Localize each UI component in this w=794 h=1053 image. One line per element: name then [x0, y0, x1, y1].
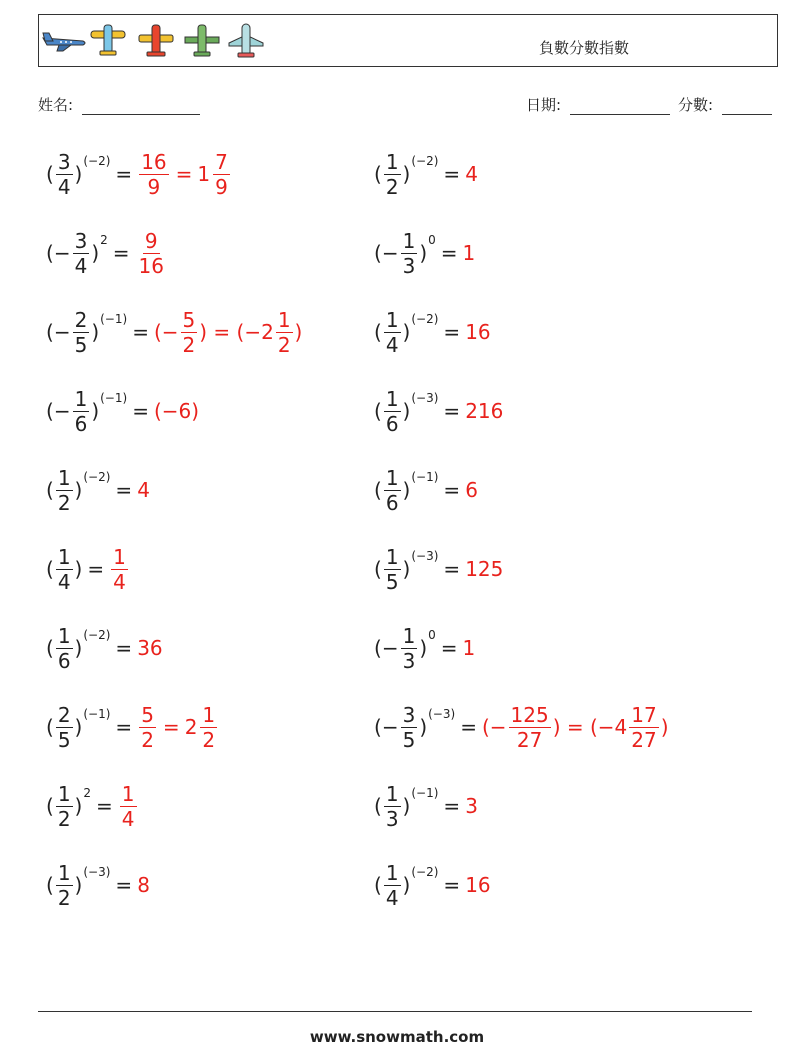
base-fraction [56, 544, 73, 594]
answer [109, 544, 130, 594]
equals-sign: = [115, 636, 133, 660]
denominator: 2 [57, 490, 71, 515]
numerator: 1 [57, 544, 71, 569]
open-paren: ( [46, 794, 54, 818]
equals-sign: = [443, 162, 461, 186]
name-label: 姓名: [38, 96, 74, 114]
open-paren: ( [374, 241, 382, 265]
open-paren: ( [374, 636, 382, 660]
jet-plane-icon [43, 33, 85, 51]
answer-text: ) [294, 320, 303, 344]
open-paren: ( [46, 873, 54, 897]
open-paren: ( [46, 241, 54, 265]
base-fraction [56, 623, 73, 673]
numerator: 1 [57, 623, 71, 648]
exponent: (−1) [411, 786, 439, 800]
denominator: 5 [385, 569, 399, 594]
numerator: 1 [385, 781, 399, 806]
answer-text: 1 [462, 636, 476, 660]
close-paren: ) [74, 636, 83, 660]
close-paren: ) [74, 478, 83, 502]
exponent: (−2) [411, 865, 439, 879]
denominator: 3 [402, 253, 416, 278]
equals-sign: = [440, 636, 458, 660]
denominator: 2 [182, 332, 196, 357]
numerator: 1 [277, 307, 291, 332]
minus-sign: − [53, 399, 71, 423]
numerator: 1 [385, 307, 399, 332]
problem-1 [46, 144, 232, 204]
exponent: (−3) [428, 707, 456, 721]
exponent: (−3) [411, 549, 439, 563]
numerator: 1 [57, 465, 71, 490]
open-paren: ( [374, 162, 382, 186]
problem-15 [46, 697, 219, 757]
answer-text: 36 [137, 636, 163, 660]
answer [153, 307, 303, 357]
answer-fraction [139, 149, 168, 199]
problem-10 [374, 460, 478, 520]
denominator: 2 [57, 806, 71, 831]
open-paren: ( [46, 715, 54, 739]
denominator: 4 [113, 569, 126, 594]
answer [137, 702, 219, 752]
equals-sign: = [115, 478, 133, 502]
numerator: 1 [121, 781, 135, 806]
base-fraction [384, 149, 401, 199]
base-fraction [56, 781, 73, 831]
close-paren: ) [402, 478, 411, 502]
answer-text: (− [481, 715, 507, 739]
base-fraction [401, 623, 418, 673]
problem-8 [374, 381, 503, 441]
answer-fraction [181, 307, 198, 357]
problem-9 [46, 460, 150, 520]
close-paren: ) [74, 794, 83, 818]
answer [465, 162, 478, 186]
orange-plane-icon [139, 25, 173, 56]
answer-text: (−6) [153, 399, 200, 423]
mixed-fraction [200, 702, 217, 752]
answer [465, 873, 490, 897]
date-field[interactable] [526, 94, 670, 115]
name-field[interactable] [38, 94, 200, 115]
minus-sign: − [381, 241, 399, 265]
answer-text: 8 [137, 873, 150, 897]
base-fraction [73, 386, 90, 436]
mixed-whole: 2 [184, 715, 198, 739]
base-fraction [56, 149, 73, 199]
answer-text: 216 [465, 399, 504, 423]
open-paren: ( [46, 320, 54, 344]
denominator: 4 [57, 174, 71, 199]
close-paren: ) [91, 320, 100, 344]
equals-sign: = [440, 241, 458, 265]
denominator: 2 [141, 727, 154, 752]
close-paren: ) [402, 557, 411, 581]
answer [465, 794, 478, 818]
problem-5 [46, 302, 302, 362]
answer [118, 781, 139, 831]
numerator: 7 [215, 149, 228, 174]
answer [137, 636, 162, 660]
base-fraction [56, 702, 73, 752]
minus-sign: − [381, 715, 399, 739]
footer-url: www.snowmath.com [309, 1028, 485, 1046]
open-paren: ( [374, 557, 382, 581]
problem-13 [46, 618, 163, 678]
mixed-whole: 1 [197, 162, 211, 186]
equals-sign: = [96, 794, 113, 818]
denominator: 4 [385, 885, 399, 910]
equals-sign: = [443, 320, 461, 344]
problem-12 [374, 539, 503, 599]
denominator: 27 [631, 727, 657, 752]
base-fraction [56, 465, 73, 515]
numerator: 1 [113, 544, 126, 569]
exponent: 0 [428, 233, 436, 247]
equals-sign: = [132, 399, 149, 423]
teal-plane-icon [229, 24, 263, 57]
answer-text: ) = (−4 [552, 715, 628, 739]
exponent: (−1) [100, 312, 128, 326]
denominator: 2 [385, 174, 399, 199]
denominator: 2 [277, 332, 291, 357]
answer-text: ) [660, 715, 669, 739]
equals-sign: = [460, 715, 477, 739]
open-paren: ( [46, 162, 54, 186]
answer [135, 228, 168, 278]
equals-sign: = [115, 715, 133, 739]
minus-sign: − [381, 636, 399, 660]
open-paren: ( [46, 478, 54, 502]
base-fraction [384, 781, 401, 831]
equals-sign: = [443, 873, 461, 897]
exponent: (−3) [83, 865, 111, 879]
numerator: 3 [402, 702, 416, 727]
name-blank[interactable] [82, 100, 200, 115]
answer [137, 149, 232, 199]
problem-4 [374, 223, 475, 283]
denominator: 3 [402, 648, 416, 673]
denominator: 4 [57, 569, 71, 594]
close-paren: ) [74, 162, 83, 186]
close-paren: ) [402, 320, 411, 344]
close-paren: ) [74, 873, 83, 897]
close-paren: ) [74, 557, 83, 581]
close-paren: ) [91, 241, 100, 265]
exponent: (−2) [411, 154, 439, 168]
open-paren: ( [46, 399, 54, 423]
close-paren: ) [419, 636, 428, 660]
open-paren: ( [374, 320, 382, 344]
answer-text: 125 [465, 557, 504, 581]
answer-text: 16 [465, 320, 491, 344]
answer-fraction [509, 702, 551, 752]
answer [465, 399, 503, 423]
answer-text: 4 [465, 162, 478, 186]
numerator: 2 [74, 307, 88, 332]
numerator: 125 [510, 702, 549, 727]
numerator: 1 [385, 386, 399, 411]
numerator: 1 [57, 860, 71, 885]
close-paren: ) [402, 162, 411, 186]
exponent: (−1) [100, 391, 128, 405]
base-fraction [73, 228, 90, 278]
numerator: 1 [385, 860, 399, 885]
close-paren: ) [402, 873, 411, 897]
answer [137, 478, 150, 502]
score-field[interactable] [678, 94, 772, 115]
numerator: 5 [182, 307, 196, 332]
problem-11 [46, 539, 130, 599]
denominator: 6 [385, 411, 399, 436]
denominator: 4 [74, 253, 88, 278]
answer-text: = [175, 162, 193, 186]
numerator: 1 [385, 465, 399, 490]
equals-sign: = [115, 873, 133, 897]
open-paren: ( [374, 399, 382, 423]
open-paren: ( [374, 478, 382, 502]
score-blank[interactable] [722, 100, 772, 115]
numerator: 1 [385, 544, 399, 569]
open-paren: ( [374, 715, 382, 739]
open-paren: ( [374, 794, 382, 818]
denominator: 6 [74, 411, 88, 436]
base-fraction [384, 465, 401, 515]
denominator: 6 [385, 490, 399, 515]
close-paren: ) [402, 399, 411, 423]
close-paren: ) [419, 715, 428, 739]
numerator: 3 [74, 228, 88, 253]
answer-fraction [137, 228, 166, 278]
numerator: 1 [402, 228, 416, 253]
numerator: 2 [57, 702, 71, 727]
answer-fraction [139, 702, 156, 752]
answer-text: (− [153, 320, 179, 344]
open-paren: ( [46, 557, 54, 581]
exponent: (−1) [411, 470, 439, 484]
close-paren: ) [419, 241, 428, 265]
exponent: (−3) [411, 391, 439, 405]
close-paren: ) [402, 794, 411, 818]
yellow-plane-icon [91, 25, 125, 55]
problem-17 [46, 776, 139, 836]
problem-3 [46, 223, 168, 283]
problem-7 [46, 381, 199, 441]
denominator: 4 [385, 332, 399, 357]
problem-2 [374, 144, 478, 204]
problem-20 [374, 855, 491, 915]
problem-19 [46, 855, 150, 915]
score-label: 分數: [678, 96, 714, 114]
numerator: 1 [385, 149, 399, 174]
exponent: 2 [100, 233, 108, 247]
footer-divider [38, 1011, 752, 1012]
exponent: 2 [83, 786, 91, 800]
answer-text: 1 [462, 241, 476, 265]
denominator: 2 [202, 727, 216, 752]
answer [481, 702, 669, 752]
answer [137, 873, 150, 897]
answer-fraction [111, 544, 128, 594]
exponent: (−2) [83, 470, 111, 484]
numerator: 16 [141, 149, 167, 174]
equals-sign: = [87, 557, 105, 581]
equals-sign: = [115, 162, 133, 186]
denominator: 27 [516, 727, 543, 752]
base-fraction [401, 228, 418, 278]
answer-fraction [629, 702, 658, 752]
answer-text: 16 [465, 873, 491, 897]
equals-sign: = [112, 241, 130, 265]
green-plane-icon [185, 25, 219, 56]
denominator: 5 [74, 332, 88, 357]
answer-text: ) = (−2 [199, 320, 274, 344]
answer [154, 399, 199, 423]
open-paren: ( [46, 636, 54, 660]
base-fraction [384, 544, 401, 594]
worksheet-title: 負數分數指數 [539, 39, 630, 57]
answer-fraction [120, 781, 137, 831]
answer [465, 478, 478, 502]
answer-text: 4 [137, 478, 150, 502]
denominator: 3 [385, 806, 399, 831]
base-fraction [73, 307, 90, 357]
numerator: 9 [144, 228, 158, 253]
problem-14 [374, 618, 475, 678]
close-paren: ) [91, 399, 100, 423]
date-label: 日期: [526, 96, 562, 114]
minus-sign: − [53, 241, 71, 265]
exponent: (−2) [83, 628, 111, 642]
answer-fraction [276, 307, 293, 357]
exponent: (−1) [83, 707, 111, 721]
equals-sign: = [132, 320, 149, 344]
denominator: 4 [121, 806, 135, 831]
denominator: 16 [138, 253, 164, 278]
exponent: (−2) [411, 312, 439, 326]
equals-sign: = [443, 399, 461, 423]
plane-icons [41, 21, 271, 61]
base-fraction [384, 860, 401, 910]
denominator: 9 [147, 174, 161, 199]
mixed-fraction [213, 149, 230, 199]
numerator: 1 [57, 781, 71, 806]
answer [463, 241, 476, 265]
problem-18 [374, 776, 478, 836]
numerator: 1 [202, 702, 216, 727]
denominator: 2 [57, 885, 71, 910]
equals-sign: = [443, 794, 461, 818]
date-blank[interactable] [570, 100, 670, 115]
minus-sign: − [53, 320, 71, 344]
open-paren: ( [374, 873, 382, 897]
problem-16 [374, 697, 669, 757]
answer-text: 6 [465, 478, 478, 502]
problem-6 [374, 302, 491, 362]
denominator: 9 [215, 174, 228, 199]
denominator: 5 [57, 727, 71, 752]
exponent: 0 [428, 628, 436, 642]
denominator: 5 [402, 727, 416, 752]
exponent: (−2) [83, 154, 111, 168]
base-fraction [384, 307, 401, 357]
answer [465, 320, 490, 344]
answer [463, 636, 476, 660]
equals-sign: = [443, 557, 461, 581]
answer-text: = [162, 715, 180, 739]
numerator: 1 [402, 623, 416, 648]
equals-sign: = [443, 478, 461, 502]
base-fraction [384, 386, 401, 436]
worksheet-header [38, 14, 778, 67]
numerator: 3 [57, 149, 71, 174]
base-fraction [56, 860, 73, 910]
numerator: 5 [141, 702, 154, 727]
base-fraction [401, 702, 418, 752]
numerator: 17 [631, 702, 657, 727]
close-paren: ) [74, 715, 83, 739]
answer [465, 557, 503, 581]
denominator: 6 [57, 648, 71, 673]
numerator: 1 [74, 386, 88, 411]
answer-text: 3 [465, 794, 478, 818]
